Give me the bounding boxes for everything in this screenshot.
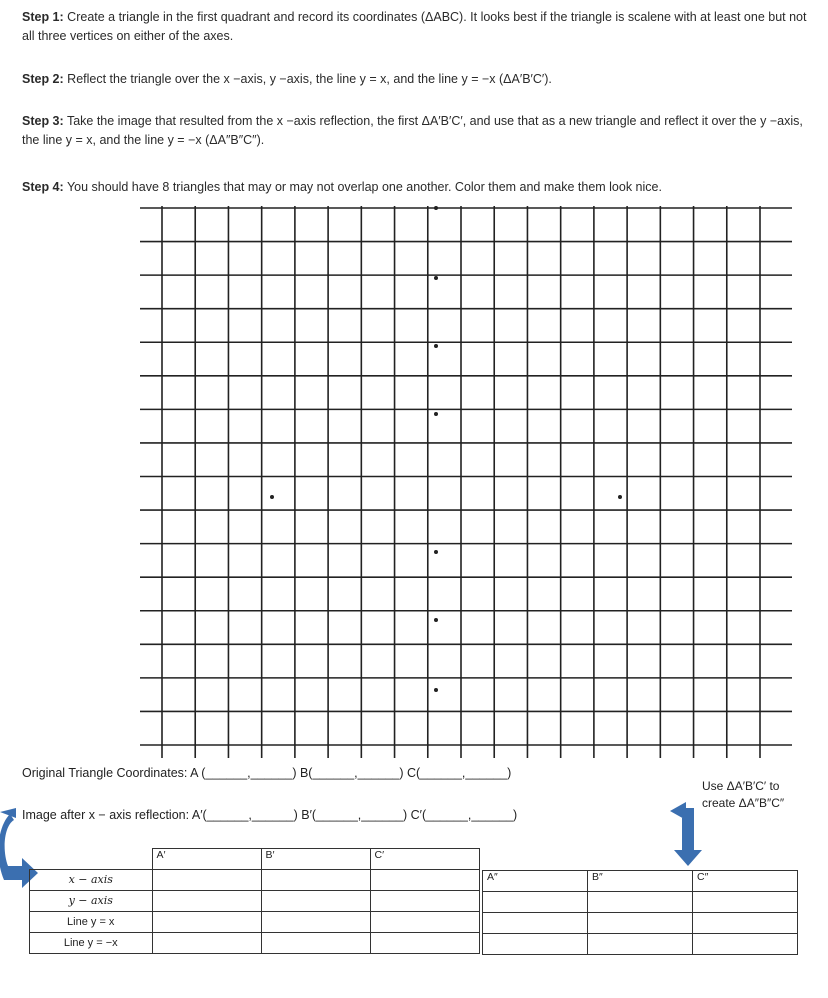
table1-cell[interactable] — [261, 870, 370, 891]
table2-cell[interactable] — [588, 934, 693, 955]
table2-header-a: A″ — [483, 871, 588, 892]
note-line-1: Use ΔA′B′C′ to — [702, 779, 780, 793]
table2-cell[interactable] — [483, 934, 588, 955]
row-label-line-y-equals-x: Line y = x — [30, 912, 153, 933]
table2-cell[interactable] — [693, 913, 798, 934]
table1-header-b: B′ — [261, 849, 370, 870]
axis-tick-mark — [434, 344, 438, 348]
row-label-line-y-equals-neg-x: Line y = −x — [30, 933, 153, 954]
step-3-text: Take the image that resulted from the x −axis reflection, the first ΔA′B′C′, and use that as a new triangle and reflect it over the y −axis, the line y = x, and the line y = −x (ΔA″B″C″). — [22, 114, 803, 147]
table2-cell[interactable] — [693, 934, 798, 955]
table2-cell[interactable] — [588, 913, 693, 934]
table1-cell[interactable] — [370, 891, 479, 912]
table1-cell[interactable] — [152, 870, 261, 891]
table1-cell[interactable] — [261, 891, 370, 912]
step-4-label: Step 4: — [22, 180, 64, 194]
reflection-table-2 — [482, 870, 798, 955]
step-3-label: Step 3: — [22, 114, 64, 128]
note-line-2: create ΔA″B″C″ — [702, 796, 785, 810]
table1-corner — [30, 849, 153, 870]
table1-header-a: A′ — [152, 849, 261, 870]
reflection-table-1 — [29, 848, 480, 954]
table2-header-c: C″ — [693, 871, 798, 892]
step-1-label: Step 1: — [22, 10, 64, 24]
row-label-x-axis: x − axis — [30, 870, 153, 891]
table1-cell[interactable] — [261, 933, 370, 954]
reflection-note — [702, 778, 784, 812]
step-4-text: You should have 8 triangles that may or may not overlap one another. Color them and make them look nice. — [66, 180, 662, 194]
table1-cell[interactable] — [370, 870, 479, 891]
axis-tick-mark — [434, 618, 438, 622]
table1-cell[interactable] — [370, 912, 479, 933]
table1-cell[interactable] — [152, 912, 261, 933]
row-label-y-axis: y − axis — [30, 891, 153, 912]
table2-cell[interactable] — [483, 892, 588, 913]
axis-tick-mark — [434, 550, 438, 554]
axis-tick-mark — [618, 495, 622, 499]
table2-cell[interactable] — [483, 913, 588, 934]
original-coordinates-line: Original Triangle Coordinates: A (______,______) B(______,______) C(______,______) — [22, 766, 512, 780]
axis-tick-mark — [434, 276, 438, 280]
step-2-text: Reflect the triangle over the x −axis, y −axis, the line y = x, and the line y = −x (ΔA′B′C′). — [67, 72, 552, 86]
image-coordinates-line: Image after x − axis reflection: A′(______,______) B′(______,______) C′(______,______) — [22, 808, 518, 822]
table2-cell[interactable] — [588, 892, 693, 913]
down-hook-arrow-icon — [670, 802, 702, 866]
table2-cell[interactable] — [693, 892, 798, 913]
axis-tick-mark — [434, 206, 438, 210]
axis-tick-mark — [270, 495, 274, 499]
axis-tick-mark — [434, 688, 438, 692]
table1-header-c: C′ — [370, 849, 479, 870]
step-2-label: Step 2: — [22, 72, 64, 86]
table1-cell[interactable] — [261, 912, 370, 933]
step-1-text: Create a triangle in the first quadrant and record its coordinates (ΔABC). It looks best if the triangle is scalene with at least one but not all three vertices on either of the axes. — [22, 10, 807, 43]
table2-header-b: B″ — [588, 871, 693, 892]
table1-cell[interactable] — [152, 933, 261, 954]
table1-cell[interactable] — [152, 891, 261, 912]
axis-tick-mark — [434, 412, 438, 416]
table1-cell[interactable] — [370, 933, 479, 954]
